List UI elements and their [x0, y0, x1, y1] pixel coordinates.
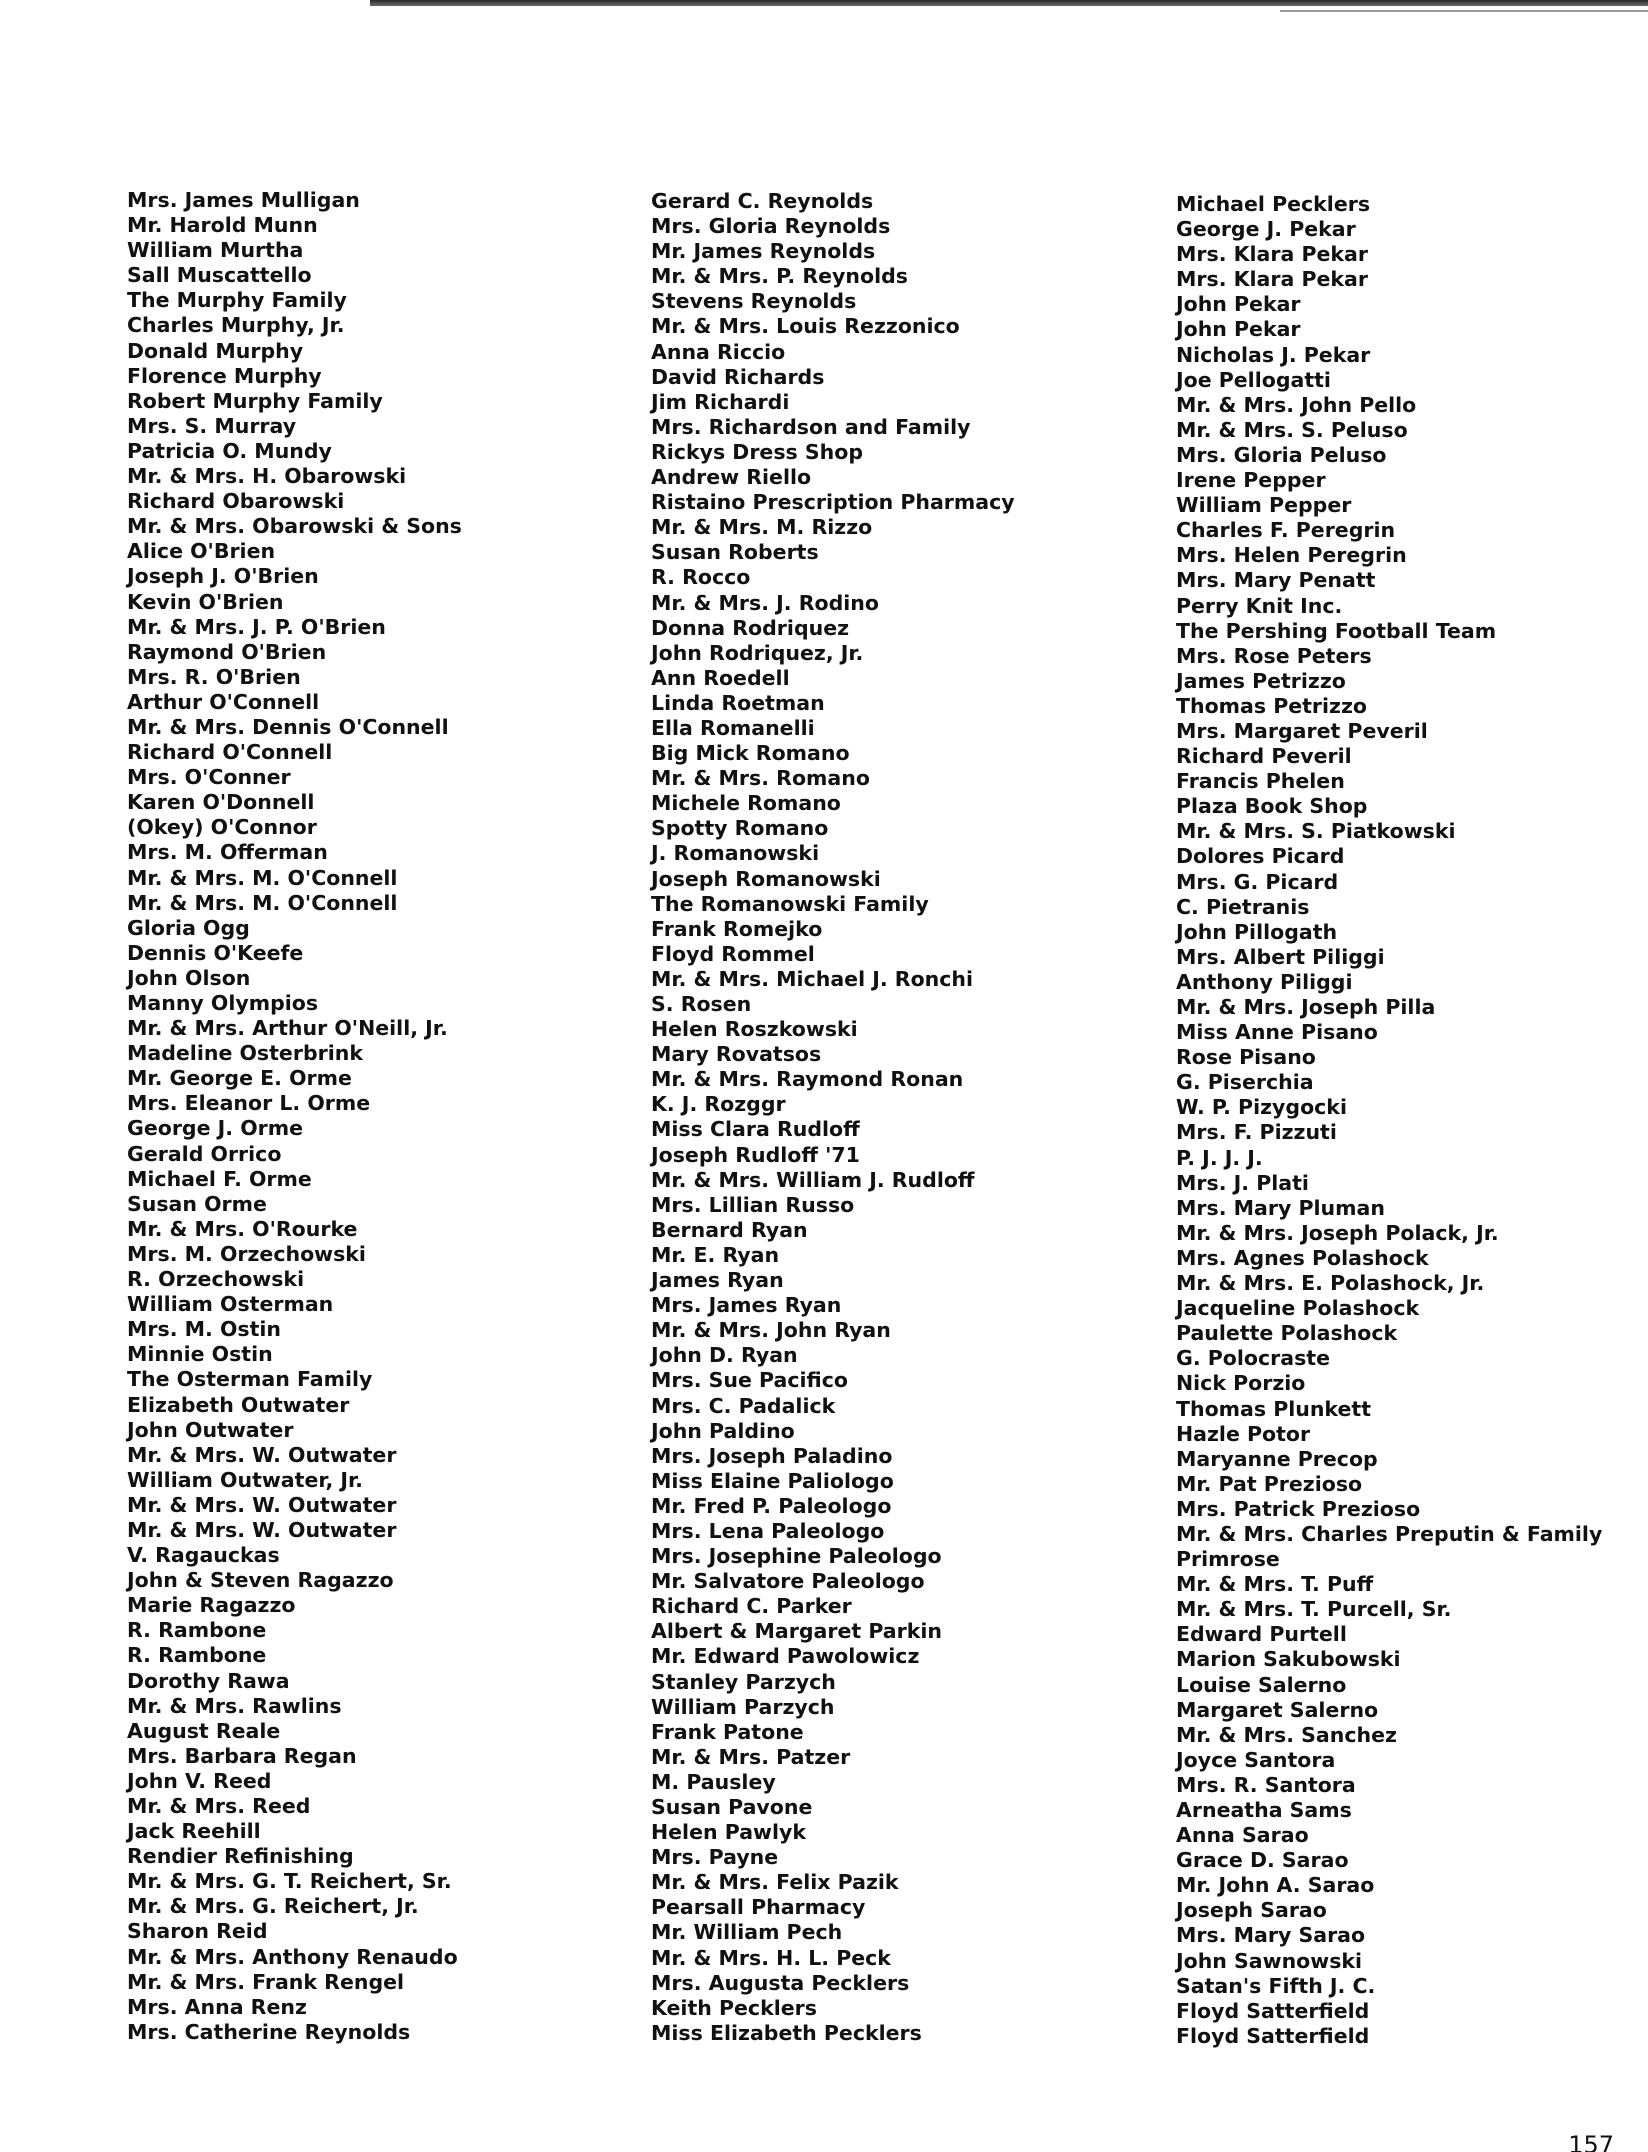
patron-name: Richard C. Parker — [651, 1594, 852, 1619]
patron-name: William Outwater, Jr. — [127, 1467, 363, 1492]
patron-name: Mrs. Eleanor L. Orme — [127, 1091, 371, 1116]
patron-name: Mr. & Mrs. Dennis O'Connell — [127, 714, 449, 739]
patron-name: Mr. & Mrs. Sanchez — [1176, 1722, 1397, 1747]
patron-name: Patricia O. Mundy — [127, 438, 332, 463]
patron-name: Mr. Salvatore Paleologo — [651, 1569, 925, 1594]
patron-name: Donna Rodriquez — [651, 615, 850, 640]
patron-name: Mrs. Helen Peregrin — [1176, 543, 1407, 568]
top-scan-rule — [370, 0, 1648, 6]
patron-name: Mr. & Mrs. W. Outwater — [127, 1492, 397, 1517]
patron-name: David Richards — [651, 364, 825, 389]
patron-name: Mrs. James Mulligan — [127, 188, 360, 212]
patron-name: Richard Obarowski — [127, 489, 345, 514]
patron-name: Irene Pepper — [1176, 468, 1326, 493]
patron-name: Mr. & Mrs. T. Purcell, Sr. — [1176, 1597, 1452, 1622]
patron-name: Dennis O'Keefe — [127, 940, 304, 965]
patron-name: Mrs. Patrick Prezioso — [1176, 1496, 1421, 1521]
patron-name: Mr. & Mrs. Anthony Renaudo — [127, 1944, 458, 1969]
patron-name: Miss Elizabeth Pecklers — [651, 2020, 922, 2045]
patron-name: Miss Anne Pisano — [1176, 1020, 1378, 1045]
patron-name: Kevin O'Brien — [127, 589, 284, 614]
patron-name: W. P. Pizygocki — [1176, 1095, 1347, 1120]
patron-name: Mr. & Mrs. G. Reichert, Jr. — [127, 1894, 419, 1919]
patron-name: Michele Romano — [651, 791, 841, 816]
patron-name: John & Steven Ragazzo — [127, 1568, 394, 1593]
patron-name: Joyce Santora — [1176, 1747, 1336, 1772]
patron-name: Mr. & Mrs. M. Rizzo — [651, 515, 873, 540]
patron-name: Elizabeth Outwater — [127, 1392, 350, 1417]
patron-name: Joseph Sarao — [1176, 1898, 1327, 1923]
patron-name: Mr. & Mrs. S. Peluso — [1176, 417, 1408, 442]
patron-name: Mr. & Mrs. Charles Preputin & Family — [1176, 1521, 1603, 1546]
patron-name: Mr. & Mrs. H. L. Peck — [651, 1945, 891, 1970]
patron-name: Floyd Satterfield — [1176, 2023, 1370, 2048]
patron-name: Richard O'Connell — [127, 740, 333, 765]
patron-name: R. Rambone — [127, 1643, 267, 1668]
page-number: 157 — [1568, 2132, 1614, 2152]
patron-name: Linda Roetman — [651, 690, 825, 715]
patron-name: Frank Patone — [651, 1719, 804, 1744]
patron-name: James Petrizzo — [1176, 668, 1346, 693]
patron-name: Mrs. Albert Piliggi — [1176, 944, 1385, 969]
patron-name: Mr. & Mrs. Rawlins — [127, 1693, 342, 1718]
patron-name: Mrs. C. Padalick — [651, 1393, 836, 1418]
patron-name: John Rodriquez, Jr. — [651, 640, 864, 665]
patron-name: Rendier Refinishing — [127, 1844, 354, 1869]
patron-name: Mr. & Mrs. J. P. O'Brien — [127, 614, 386, 639]
patron-name: Mrs. M. Ostin — [127, 1317, 282, 1342]
patron-name: R. Orzechowski — [127, 1267, 305, 1292]
patron-name: Joseph Rudloff '71 — [651, 1142, 860, 1167]
patron-name: Marie Ragazzo — [127, 1593, 296, 1618]
patron-name: Mr. John A. Sarao — [1176, 1873, 1375, 1898]
patron-name: James Ryan — [651, 1268, 784, 1293]
patron-name: Frank Romejko — [651, 916, 823, 941]
patron-name: Anthony Piliggi — [1176, 969, 1353, 994]
patron-name: Mr. Fred P. Paleologo — [651, 1493, 892, 1518]
patron-name: Rose Pisano — [1176, 1045, 1316, 1070]
patron-name: Joseph Romanowski — [651, 866, 881, 891]
patron-name: Dolores Picard — [1176, 844, 1345, 869]
patron-name: Mr. & Mrs. John Ryan — [651, 1318, 891, 1343]
patron-name: Mr. & Mrs. H. Obarowski — [127, 464, 407, 489]
patron-name: Mr. & Mrs. G. T. Reichert, Sr. — [127, 1869, 452, 1894]
patron-name: William Murtha — [127, 238, 304, 263]
patron-name: Mrs. Gloria Reynolds — [651, 214, 891, 239]
patron-name: Charles Murphy, Jr. — [127, 313, 345, 338]
patron-name: William Osterman — [127, 1292, 334, 1317]
patron-name: Alice O'Brien — [127, 539, 276, 564]
patron-name: Mr. & Mrs. Joseph Pilla — [1176, 995, 1436, 1019]
patron-name: Mr. & Mrs. M. O'Connell — [127, 890, 398, 915]
patron-name: Louise Salerno — [1176, 1672, 1347, 1697]
patron-name: Mr. & Mrs. Patzer — [651, 1744, 851, 1769]
patron-name: Marion Sakubowski — [1176, 1647, 1401, 1672]
patron-name: Thomas Plunkett — [1176, 1396, 1372, 1421]
patron-name: Mrs. Payne — [651, 1845, 779, 1870]
patron-name: Andrew Riello — [651, 465, 812, 490]
patron-name: Charles F. Peregrin — [1176, 518, 1396, 543]
patron-name: William Pepper — [1176, 493, 1352, 518]
patron-name: Satan's Fifth J. C. — [1176, 1973, 1376, 1998]
patron-name: Gerald Orrico — [127, 1141, 282, 1166]
patron-name: Pearsall Pharmacy — [651, 1895, 866, 1920]
patron-name: John Paldino — [651, 1418, 795, 1443]
patron-name: Miss Elaine Paliologo — [651, 1468, 894, 1493]
patron-name: Richard Peveril — [1176, 744, 1352, 769]
patron-name: Helen Pawlyk — [651, 1820, 806, 1845]
patron-name: Edward Purtell — [1176, 1622, 1347, 1647]
patron-name: August Reale — [127, 1718, 281, 1743]
patron-name: Maryanne Precop — [1176, 1446, 1378, 1471]
patron-name: Helen Roszkowski — [651, 1017, 858, 1042]
patron-name: Nick Porzio — [1176, 1371, 1306, 1396]
top-scan-rule-faint — [1280, 10, 1648, 12]
patron-name: Susan Pavone — [651, 1795, 813, 1819]
patron-name: Mrs. R. Santora — [1176, 1772, 1356, 1797]
patron-name: Spotty Romano — [651, 816, 829, 841]
patron-name: Mrs. Mary Pluman — [1176, 1195, 1385, 1220]
patron-name: Mr. & Mrs. S. Piatkowski — [1176, 819, 1456, 844]
patron-name: Karen O'Donnell — [127, 790, 315, 815]
patron-name: John Pekar — [1176, 292, 1301, 317]
patron-name: Mrs. Lillian Russo — [651, 1192, 855, 1217]
patron-name: Mrs. Sue Pacifico — [651, 1368, 848, 1393]
patron-name: Miss Clara Rudloff — [651, 1117, 860, 1142]
patron-name: P. J. J. J. — [1176, 1145, 1263, 1170]
patron-name: Mr. & Mrs. Joseph Polack, Jr. — [1176, 1220, 1499, 1245]
patron-name: Mrs. Rose Peters — [1176, 643, 1372, 668]
patron-name: Stanley Parzych — [651, 1669, 836, 1694]
patron-name: Mr. George E. Orme — [127, 1066, 352, 1091]
patron-name: Mr. & Mrs. Reed — [127, 1794, 311, 1818]
patron-name: Raymond O'Brien — [127, 639, 327, 664]
patron-name: G. Piserchia — [1176, 1070, 1314, 1095]
patron-name: Mrs. Klara Pekar — [1176, 267, 1368, 292]
patron-name: Mr. Pat Prezioso — [1176, 1471, 1363, 1496]
patron-name: Mary Rovatsos — [651, 1042, 822, 1067]
patron-name: Stevens Reynolds — [651, 289, 857, 314]
patron-name: Mr. Edward Pawolowicz — [651, 1644, 920, 1669]
patron-name: Mr. & Mrs. J. Rodino — [651, 590, 879, 615]
patron-column-3 — [1176, 192, 1602, 2049]
patron-name: John V. Reed — [127, 1768, 272, 1793]
patron-name: Floyd Rommel — [651, 941, 815, 966]
patron-name: John D. Ryan — [651, 1343, 798, 1368]
patron-name: Francis Phelen — [1176, 769, 1345, 794]
patron-name: Mr. James Reynolds — [651, 239, 876, 264]
patron-name: Mr. & Mrs. Felix Pazik — [651, 1870, 899, 1895]
patron-name: Mrs. James Ryan — [651, 1293, 842, 1318]
patron-name: Dorothy Rawa — [127, 1668, 290, 1693]
patron-name: Ristaino Prescription Pharmacy — [651, 490, 1015, 515]
patron-name: Michael F. Orme — [127, 1166, 312, 1191]
patron-name: Anna Riccio — [651, 339, 786, 364]
patron-name: Madeline Osterbrink — [127, 1041, 363, 1066]
patron-name: Jack Reehill — [127, 1819, 261, 1844]
patron-name: Grace D. Sarao — [1176, 1848, 1349, 1873]
patron-name: S. Rosen — [651, 992, 752, 1016]
patron-name: Mrs. R. O'Brien — [127, 664, 301, 689]
patron-name: Mr. & Mrs. Romano — [651, 766, 870, 791]
patron-name: The Pershing Football Team — [1176, 618, 1497, 643]
patron-name: Minnie Ostin — [127, 1342, 273, 1367]
patron-column-1 — [127, 188, 462, 2045]
patron-name: John Pekar — [1176, 317, 1301, 342]
patron-name: Rickys Dress Shop — [651, 439, 863, 464]
patron-name: Mr. & Mrs. W. Outwater — [127, 1442, 397, 1467]
patron-name: Mr. & Mrs. Michael J. Ronchi — [651, 966, 974, 991]
patron-name: Ann Roedell — [651, 665, 790, 690]
patron-name: Joe Pellogatti — [1176, 367, 1331, 392]
patron-name: Mrs. S. Murray — [127, 413, 297, 438]
patron-name: John Outwater — [127, 1417, 294, 1442]
patron-name: Primrose — [1176, 1547, 1280, 1572]
patron-name: John Olson — [127, 965, 251, 990]
patron-name: (Okey) O'Connor — [127, 815, 317, 840]
patron-name: Arneatha Sams — [1176, 1798, 1352, 1822]
patron-name: Mr. & Mrs. E. Polashock, Jr. — [1176, 1271, 1485, 1296]
patron-name: Mr. & Mrs. W. Outwater — [127, 1517, 397, 1542]
patron-name: Mrs. Klara Pekar — [1176, 242, 1368, 267]
patron-name: Mrs. G. Picard — [1176, 869, 1339, 894]
patron-name: R. Rambone — [127, 1618, 267, 1643]
patron-name: William Parzych — [651, 1694, 835, 1719]
patron-name: Mrs. Margaret Peveril — [1176, 718, 1428, 743]
patron-name: K. J. Rozggr — [651, 1092, 786, 1117]
patron-name: Gloria Ogg — [127, 915, 250, 940]
patron-name: Mrs. Mary Sarao — [1176, 1923, 1366, 1948]
patron-name: Mrs. Catherine Reynolds — [127, 2019, 411, 2044]
patron-name: J. Romanowski — [651, 841, 820, 866]
patron-name: Robert Murphy Family — [127, 388, 383, 413]
patron-name: Mrs. F. Pizzuti — [1176, 1120, 1337, 1145]
patron-name: G. Polocraste — [1176, 1346, 1330, 1371]
patron-name: Mrs. Gloria Peluso — [1176, 442, 1387, 467]
patron-name: John Sawnowski — [1176, 1948, 1363, 1973]
patron-name: Mr. & Mrs. Frank Rengel — [127, 1969, 405, 1994]
patron-name: Florence Murphy — [127, 363, 322, 388]
patron-name: The Romanowski Family — [651, 891, 929, 916]
patron-name: Mrs. O'Conner — [127, 765, 291, 790]
patron-name: Perry Knit Inc. — [1176, 593, 1343, 618]
patron-name: Manny Olympios — [127, 991, 319, 1015]
patron-name: Nicholas J. Pekar — [1176, 342, 1371, 367]
patron-name: Michael Pecklers — [1176, 192, 1371, 216]
patron-name: Hazle Potor — [1176, 1421, 1311, 1446]
patron-name: Sall Muscattello — [127, 263, 312, 288]
patron-name: Mr. & Mrs. M. O'Connell — [127, 865, 398, 890]
patron-name: Margaret Salerno — [1176, 1697, 1379, 1722]
patron-name: Mrs. Josephine Paleologo — [651, 1544, 942, 1569]
patron-name: Mrs. J. Plati — [1176, 1170, 1309, 1195]
patron-name: Mr. William Pech — [651, 1920, 843, 1945]
patron-name: Mrs. Lena Paleologo — [651, 1518, 885, 1543]
patron-name: The Osterman Family — [127, 1367, 373, 1392]
patron-name: Mr. Harold Munn — [127, 213, 318, 238]
patron-name: Gerard C. Reynolds — [651, 189, 874, 213]
patron-name: Mr. & Mrs. Louis Rezzonico — [651, 314, 960, 339]
patron-name: Mr. & Mrs. John Pello — [1176, 392, 1417, 417]
patron-name: Plaza Book Shop — [1176, 794, 1368, 819]
patron-name: R. Rocco — [651, 565, 751, 590]
patron-name: C. Pietranis — [1176, 894, 1310, 919]
patron-name: Arthur O'Connell — [127, 689, 320, 714]
patron-name: Mr. & Mrs. O'Rourke — [127, 1216, 358, 1241]
patron-name: Keith Pecklers — [651, 1995, 817, 2020]
patron-name: Mrs. Mary Penatt — [1176, 568, 1376, 593]
patron-name: Mr. E. Ryan — [651, 1242, 780, 1267]
patron-name: Paulette Polashock — [1176, 1321, 1398, 1346]
patron-name: George J. Pekar — [1176, 217, 1356, 242]
patron-name: Mr. & Mrs. Arthur O'Neill, Jr. — [127, 1016, 448, 1041]
patron-name: Mrs. Richardson and Family — [651, 414, 971, 439]
patron-name: Big Mick Romano — [651, 741, 850, 766]
patron-name: Anna Sarao — [1176, 1823, 1309, 1848]
patron-name: Mrs. M. Offerman — [127, 840, 328, 865]
patron-name: Mr. & Mrs. William J. Rudloff — [651, 1167, 975, 1192]
patron-name: Thomas Petrizzo — [1176, 693, 1368, 718]
patron-name: Donald Murphy — [127, 338, 304, 363]
patron-name: Mrs. Agnes Polashock — [1176, 1245, 1429, 1270]
patron-name: Jacqueline Polashock — [1176, 1296, 1420, 1321]
patron-name: Joseph J. O'Brien — [127, 564, 319, 589]
patron-name: Susan Orme — [127, 1191, 267, 1216]
patron-name: Mr. & Mrs. Obarowski & Sons — [127, 514, 462, 539]
patron-name: Mr. & Mrs. Raymond Ronan — [651, 1067, 964, 1092]
patron-name: The Murphy Family — [127, 288, 347, 313]
patron-name: Susan Roberts — [651, 540, 819, 565]
patron-name: Mrs. Anna Renz — [127, 1994, 307, 2019]
patron-name: George J. Orme — [127, 1116, 303, 1141]
patron-name: Mrs. Barbara Regan — [127, 1743, 357, 1768]
patron-name: Mrs. Augusta Pecklers — [651, 1970, 910, 1995]
patron-name: Mr. & Mrs. P. Reynolds — [651, 264, 908, 289]
patron-name: Floyd Satterfield — [1176, 1998, 1370, 2023]
patron-name: Mrs. M. Orzechowski — [127, 1241, 366, 1266]
patron-name: Mrs. Joseph Paladino — [651, 1443, 893, 1468]
patron-name: V. Ragauckas — [127, 1543, 280, 1568]
patron-name: M. Pausley — [651, 1769, 776, 1794]
patron-name: Mr. & Mrs. T. Puff — [1176, 1572, 1374, 1597]
patron-name: Jim Richardi — [651, 389, 790, 414]
patron-name: Sharon Reid — [127, 1919, 268, 1944]
patron-name: Bernard Ryan — [651, 1217, 808, 1242]
patron-name: John Pillogath — [1176, 919, 1338, 944]
patron-name: Albert & Margaret Parkin — [651, 1619, 943, 1644]
patron-name: Ella Romanelli — [651, 715, 815, 740]
patron-column-2 — [651, 189, 1015, 2046]
